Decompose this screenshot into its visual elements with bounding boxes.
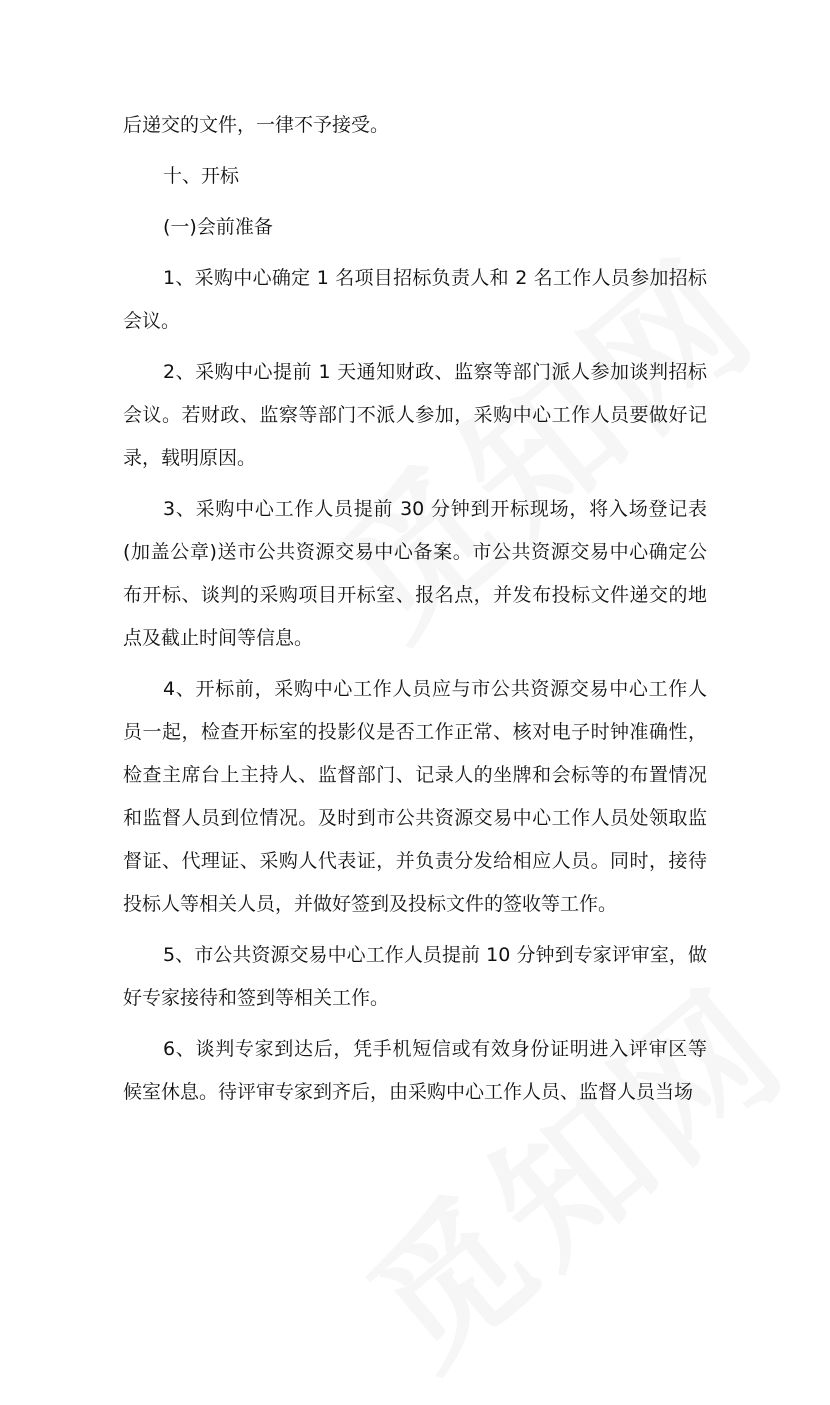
paragraph-item-5: 5、市公共资源交易中心工作人员提前 10 分钟到专家评审室，做好专家接待和签到等相关工作。 bbox=[123, 944, 707, 1009]
paragraph-continuation: 后递交的文件，一律不予接受。 bbox=[123, 114, 390, 136]
subsection-heading: (一)会前准备 bbox=[163, 216, 273, 238]
paragraph-item-3: 3、采购中心工作人员提前 30 分钟到开标现场，将入场登记表(加盖公章)送市公共资源交易中心备案。市公共资源交易中心确定公布开标、谈判的采购项目开标室、报名点，并发布投标文件递交的地点及截止时间等信息。 bbox=[123, 498, 707, 649]
paragraph-item-2: 2、采购中心提前 1 天通知财政、监察等部门派人参加谈判招标会议。若财政、监察等部门不派人参加，采购中心工作人员要做好记录，载明原因。 bbox=[123, 361, 707, 469]
section-heading: 十、开标 bbox=[163, 165, 240, 187]
paragraph-item-6: 6、谈判专家到达后，凭手机短信或有效身份证明进入评审区等候室休息。待评审专家到齐后，由采购中心工作人员、监督人员当场 bbox=[123, 1038, 707, 1103]
paragraph-item-1: 1、采购中心确定 1 名项目招标负责人和 2 名工作人员参加招标会议。 bbox=[123, 267, 707, 332]
document-body bbox=[123, 104, 707, 1114]
paragraph-item-4: 4、开标前，采购中心工作人员应与市公共资源交易中心工作人员一起，检查开标室的投影仪是否工作正常、核对电子时钟准确性，检查主席台上主持人、监督部门、记录人的坐牌和会标等的布置情况和监督人员到位情况。及时到市公共资源交易中心工作人员处领取监督证、代理证、采购人代表证，并负责分发给相应人员。同时，接待投标人等相关人员，并做好签到及投标文件的签收等工作。 bbox=[123, 678, 707, 915]
